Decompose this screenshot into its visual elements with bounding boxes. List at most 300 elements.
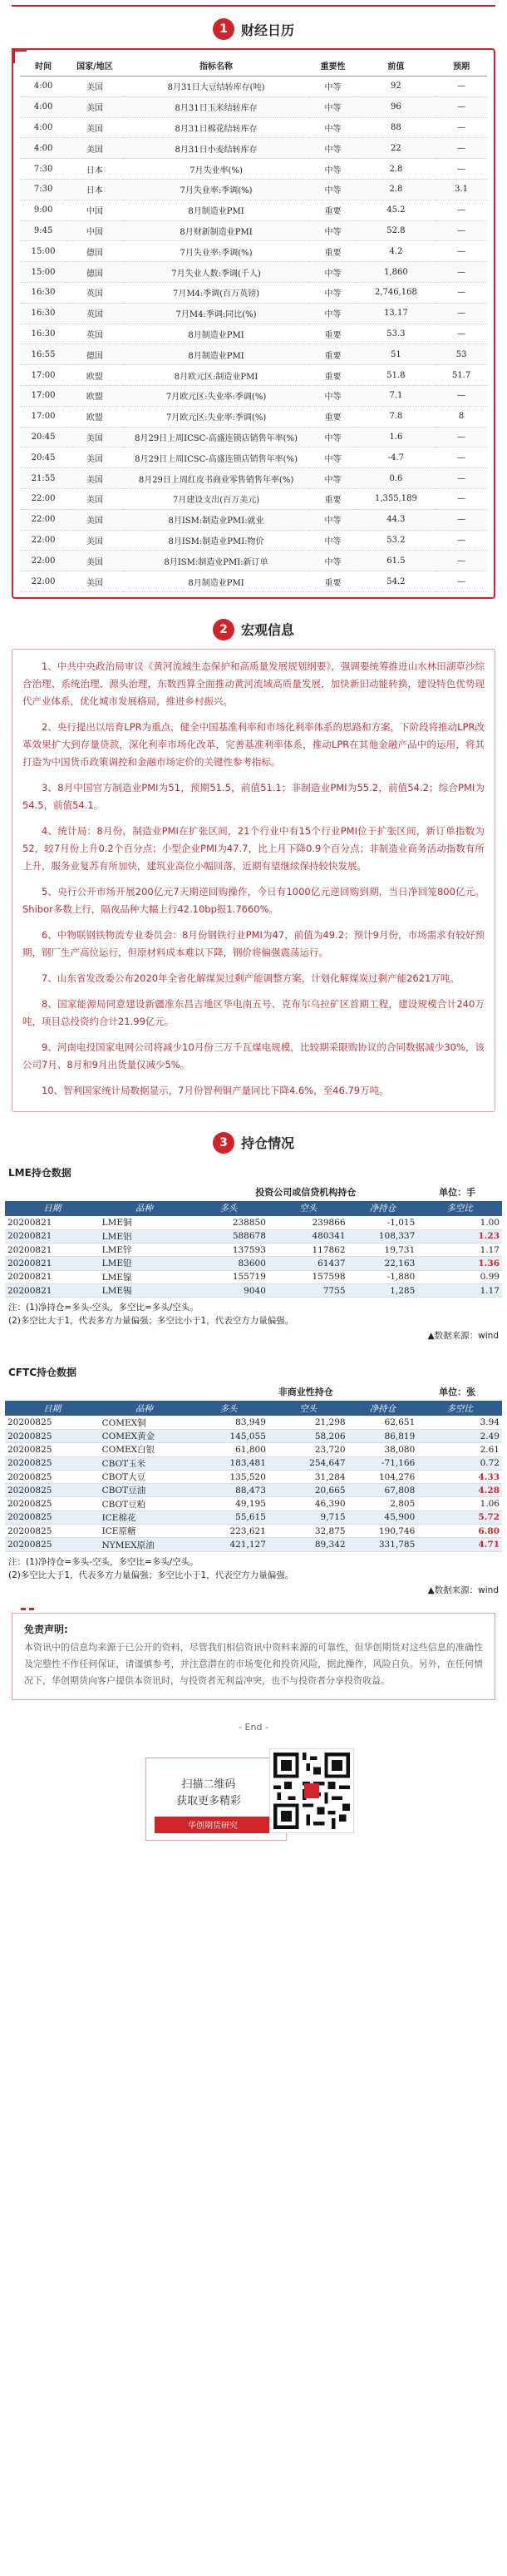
calendar-cell: 德国 (66, 344, 122, 365)
cftc-row (5, 1443, 502, 1456)
calendar-cell: 16:30 (20, 282, 66, 303)
cftc-cell: 20200825 (5, 1538, 100, 1551)
calendar-cell: 中等 (309, 509, 356, 530)
calendar-cell: 8月ISM:制造业PMI:物价 (123, 530, 310, 551)
calendar-cell: 53.3 (357, 324, 436, 344)
calendar-row (20, 96, 487, 117)
calendar-cell: — (436, 324, 487, 344)
calendar-cell: — (436, 220, 487, 241)
calendar-column-header: 前值 (357, 55, 436, 77)
cftc-cell: 4.33 (417, 1470, 502, 1483)
calendar-cell: 8月制造业PMI (123, 571, 310, 592)
calendar-cell: 3.1 (436, 179, 487, 200)
section-number-badge: 3 (213, 1132, 234, 1154)
calendar-cell: 17:00 (20, 406, 66, 427)
calendar-cell: 8月制造业PMI (123, 324, 310, 344)
calendar-column-header: 指标名称 (123, 55, 310, 77)
calendar-cell: 13.17 (357, 303, 436, 324)
calendar-column-header: 时间 (20, 55, 66, 77)
calendar-row (20, 488, 487, 509)
calendar-cell: 88 (357, 117, 436, 138)
news-item: 2、央行提出以培育LPR为重点，健全中国基准利率和市场化利率体系的思路和方案，下阶段将推动LPR改革效果扩大到存量贷款，深化利率市场化改革，完善基准利率体系，推动LPR在其他金融产品中的运用，将其打造为中国货币政策调控和金融市场定价的关键性参考指标。 (22, 720, 485, 768)
calendar-cell: 53.2 (357, 530, 436, 551)
calendar-cell: 欧盟 (66, 406, 122, 427)
cftc-cell: 31,284 (268, 1470, 348, 1483)
news-item: 8、国家能源局同意建设新疆准东昌吉地区华电南五号、克布尔乌拉矿区首期工程，建设规模合计240万吨，项目总投资约合计21.99亿元。 (22, 997, 485, 1027)
calendar-header-row (20, 55, 487, 77)
cftc-cell: 135,520 (189, 1470, 268, 1483)
cftc-row (5, 1416, 502, 1429)
cftc-cell: 32,875 (268, 1525, 348, 1538)
lme-cell: 0.99 (417, 1270, 502, 1283)
calendar-cell: 7:30 (20, 179, 66, 200)
calendar-cell: 8月31日玉米结转库存 (123, 96, 310, 117)
calendar-cell: 9:45 (20, 220, 66, 241)
cftc-cell: 20200825 (5, 1416, 100, 1429)
cftc-cell: 254,647 (268, 1456, 348, 1470)
lme-cell: -1,015 (348, 1216, 418, 1229)
calendar-cell: 8月29日上周红皮书商业零售销售年率(%) (123, 468, 310, 489)
calendar-cell: 7月失业率:季调(%) (123, 179, 310, 200)
cftc-cell: 0.72 (417, 1456, 502, 1470)
qr-promo (145, 1749, 362, 1857)
calendar-cell: — (436, 138, 487, 159)
calendar-cell: 英国 (66, 324, 122, 344)
calendar-cell: 51 (357, 344, 436, 365)
calendar-cell: 美国 (66, 77, 122, 97)
calendar-row (20, 282, 487, 303)
lme-column-header: 空头 (268, 1201, 348, 1216)
cftc-cell: 61,800 (189, 1443, 268, 1456)
calendar-column-header: 国家/地区 (66, 55, 122, 77)
calendar-cell: 21:55 (20, 468, 66, 489)
news-item: 10、智利国家统计局数据显示，7月份智利铜产量同比下降4.6%，至46.79万吨。 (42, 1084, 389, 1096)
calendar-cell: — (436, 468, 487, 489)
calendar-cell: 4:00 (20, 138, 66, 159)
cftc-cell: 20200825 (5, 1470, 100, 1483)
calendar-cell: 1,860 (357, 262, 436, 283)
calendar-cell: 中等 (309, 220, 356, 241)
calendar-cell: 2,746,168 (357, 282, 436, 303)
cftc-cell: 88,473 (189, 1484, 268, 1497)
calendar-cell: 8月31日小麦结转库存 (123, 138, 310, 159)
calendar-cell: — (436, 117, 487, 138)
disclaimer-title: 免责声明: (24, 1623, 68, 1635)
calendar-cell: 美国 (66, 551, 122, 571)
section-header-macro (0, 599, 507, 649)
calendar-cell: 欧盟 (66, 385, 122, 406)
cftc-cell: 20200825 (5, 1456, 100, 1470)
cftc-cell: 1.06 (417, 1497, 502, 1510)
calendar-cell: 44.3 (357, 509, 436, 530)
cftc-row (5, 1525, 502, 1538)
lme-cell: LME锌 (100, 1244, 190, 1257)
calendar-row (20, 117, 487, 138)
calendar-cell: 美国 (66, 509, 122, 530)
calendar-cell: 0.6 (357, 468, 436, 489)
calendar-cell: 17:00 (20, 385, 66, 406)
cftc-cell: 20200825 (5, 1443, 100, 1456)
calendar-cell: 重要 (309, 324, 356, 344)
macro-news-box (12, 649, 495, 1112)
calendar-cell: 1.6 (357, 427, 436, 447)
cftc-cell: 5.72 (417, 1510, 502, 1524)
calendar-row (20, 365, 487, 386)
lme-cell: 83600 (189, 1257, 268, 1270)
lme-note-2: (2)多空比大于1，代表多方力量偏强；多空比小于1，代表空方力量偏强。 (8, 1316, 294, 1327)
calendar-cell: — (436, 200, 487, 220)
calendar-cell: 中等 (309, 303, 356, 324)
cftc-cell: 421,127 (189, 1538, 268, 1551)
calendar-cell: — (436, 159, 487, 180)
calendar-cell: 中等 (309, 138, 356, 159)
cftc-unit: 单位：张 (439, 1387, 476, 1398)
calendar-row (20, 468, 487, 489)
cftc-cell: 49,195 (189, 1497, 268, 1510)
lme-cell: 239866 (268, 1216, 348, 1229)
cftc-cell: CBOT大豆 (100, 1470, 190, 1483)
cftc-cell: 55,615 (189, 1510, 268, 1524)
calendar-cell: 8月31日大豆结转库存(吨) (123, 77, 310, 97)
cftc-cell: 190,746 (348, 1525, 418, 1538)
calendar-cell: 重要 (309, 365, 356, 386)
lme-row (5, 1257, 502, 1270)
calendar-body (20, 77, 487, 592)
calendar-cell: 15:00 (20, 241, 66, 262)
cftc-cell: 20200825 (5, 1525, 100, 1538)
lme-cell: 7755 (268, 1283, 348, 1297)
cftc-body (5, 1416, 502, 1551)
cftc-cell: 4.28 (417, 1484, 502, 1497)
calendar-cell: — (436, 385, 487, 406)
cftc-column-header: 多空比 (417, 1401, 502, 1416)
calendar-cell: — (436, 303, 487, 324)
cftc-cell: ICE原糖 (100, 1525, 190, 1538)
calendar-row (20, 159, 487, 180)
calendar-cell: 中等 (309, 262, 356, 283)
lme-cell: LME铝 (100, 1229, 190, 1243)
lme-cell: 22,163 (348, 1257, 418, 1270)
calendar-cell: — (436, 427, 487, 447)
qr-code-graphic (273, 1753, 350, 1829)
calendar-cell: 20:45 (20, 447, 66, 468)
calendar-cell: 53 (436, 344, 487, 365)
calendar-cell: 重要 (309, 344, 356, 365)
cftc-cell: 145,055 (189, 1430, 268, 1443)
section-number-badge: 2 (213, 619, 234, 640)
calendar-cell: 16:30 (20, 324, 66, 344)
calendar-table (20, 55, 487, 592)
news-item: 4、统计局：8月份，制造业PMI在扩张区间，21个行业中有15个行业PMI位于扩张区间，新订单指数为52，较7月份上升0.2个百分点；小型企业PMI为47.7，比上月下降0.9个百分点；非制造业商务活动指数有所上升，服务业复苏有所加快，建筑业高位小幅回落，近期有望继续保持较快发展。 (22, 824, 485, 872)
lme-header-row (5, 1201, 502, 1216)
calendar-cell: 4.2 (357, 241, 436, 262)
cftc-row (5, 1484, 502, 1497)
calendar-cell: 7:30 (20, 159, 66, 180)
calendar-cell: 8月制造业PMI (123, 344, 310, 365)
lme-cell: 1,285 (348, 1283, 418, 1297)
cftc-cell: 2.61 (417, 1443, 502, 1456)
lme-column-header: 品种 (100, 1201, 190, 1216)
lme-row (5, 1216, 502, 1229)
cftc-column-header: 净持仓 (348, 1401, 418, 1416)
cftc-row (5, 1456, 502, 1470)
calendar-row (20, 571, 487, 592)
news-item: 1、中共中央政治局审议《黄河流域生态保护和高质量发展规划纲要》，强调要统筹推进山水林田湖草沙综合治理、系统治理、源头治理，东数西算全面推动黄河流域高质量发展，加快新旧动能转换，建设特色优势现代产业体系，优化城市发展格局，推进乡村振兴。 (22, 660, 485, 707)
news-item: 7、山东省发改委公布2020年全省化解煤炭过剩产能调整方案，计划化解煤炭过剩产能2621万吨。 (42, 972, 460, 984)
calendar-cell: 美国 (66, 138, 122, 159)
cftc-cell: ICE棉花 (100, 1510, 190, 1524)
calendar-cell: 中等 (309, 117, 356, 138)
section-header-calendar (0, 10, 507, 48)
lme-cell: 480341 (268, 1229, 348, 1243)
news-item: 9、河南电投国家电网公司将减少10月份三万千瓦煤电规模，比较期采限购协议的合同数据减少30%，该公司7月、8月和9月出货量仅减少5%。 (22, 1041, 485, 1070)
calendar-cell: 中等 (309, 96, 356, 117)
calendar-cell: 德国 (66, 241, 122, 262)
lme-cell: 137593 (189, 1244, 268, 1257)
disclaimer-box (12, 1613, 495, 1700)
calendar-cell: 日本 (66, 159, 122, 180)
calendar-cell: 4:00 (20, 77, 66, 97)
lme-source: ▲数据来源：wind (427, 1331, 499, 1342)
calendar-column-header: 重要性 (309, 55, 356, 77)
calendar-cell: — (436, 488, 487, 509)
lme-column-header: 净持仓 (348, 1201, 418, 1216)
section-title: 持仓情况 (240, 1135, 294, 1152)
calendar-column-header: 预期 (436, 55, 487, 77)
calendar-row (20, 385, 487, 406)
cftc-cell: 20200825 (5, 1497, 100, 1510)
calendar-cell: 54.2 (357, 571, 436, 592)
cftc-cell: CBOT豆粕 (100, 1497, 190, 1510)
cftc-source: ▲数据来源：wind (427, 1585, 499, 1595)
section-header-positions (0, 1112, 507, 1162)
cftc-group-label: 非商业性持仓 (278, 1387, 333, 1398)
calendar-row (20, 262, 487, 283)
cftc-cell: 86,819 (348, 1430, 418, 1443)
qr-code-icon[interactable] (270, 1749, 353, 1832)
calendar-cell: 61.5 (357, 551, 436, 571)
calendar-cell: 9:00 (20, 200, 66, 220)
calendar-cell: — (436, 262, 487, 283)
cftc-cell: -71,166 (348, 1456, 418, 1470)
cftc-cell: 331,785 (348, 1538, 418, 1551)
section-number-badge: 1 (213, 18, 234, 40)
calendar-cell: 22:00 (20, 509, 66, 530)
calendar-cell: 重要 (309, 241, 356, 262)
calendar-cell: 美国 (66, 488, 122, 509)
cftc-cell: 46,390 (268, 1497, 348, 1510)
cftc-group-header (5, 1382, 502, 1401)
calendar-cell: 22:00 (20, 571, 66, 592)
calendar-cell: 中等 (309, 159, 356, 180)
calendar-cell: 2.8 (357, 159, 436, 180)
calendar-row (20, 241, 487, 262)
calendar-cell: 8月ISM:制造业PMI:新订单 (123, 551, 310, 571)
calendar-cell: 日本 (66, 179, 122, 200)
lme-cell: 1.23 (417, 1229, 502, 1243)
calendar-cell: 中等 (309, 530, 356, 551)
calendar-cell: — (436, 77, 487, 97)
lme-cell: 20200821 (5, 1270, 100, 1283)
calendar-cell: 德国 (66, 262, 122, 283)
cftc-cell: 89,342 (268, 1538, 348, 1551)
calendar-cell: 7月建设支出(百万美元) (123, 488, 310, 509)
calendar-cell: — (436, 282, 487, 303)
calendar-cell: 8 (436, 406, 487, 427)
lme-title: LME持仓数据 (8, 1166, 71, 1179)
cftc-cell: 223,621 (189, 1525, 268, 1538)
calendar-cell: 中等 (309, 282, 356, 303)
calendar-cell: 美国 (66, 530, 122, 551)
cftc-row (5, 1470, 502, 1483)
calendar-cell: — (436, 509, 487, 530)
lme-cell: 588678 (189, 1229, 268, 1243)
calendar-cell: 8月制造业PMI (123, 200, 310, 220)
calendar-cell: 7月欧元区:失业率:季调(%) (123, 406, 310, 427)
calendar-row (20, 200, 487, 220)
calendar-cell: 美国 (66, 468, 122, 489)
cftc-cell: 38,080 (348, 1443, 418, 1456)
cftc-column-header: 品种 (100, 1401, 190, 1416)
lme-cell: 155719 (189, 1270, 268, 1283)
cftc-column-header: 日期 (5, 1401, 100, 1416)
calendar-cell: 22:00 (20, 530, 66, 551)
cftc-cell: COMEX白银 (100, 1443, 190, 1456)
cftc-cell: 183,481 (189, 1456, 268, 1470)
calendar-row (20, 344, 487, 365)
cftc-cell: 3.94 (417, 1416, 502, 1429)
calendar-cell: 8月ISM:制造业PMI:就业 (123, 509, 310, 530)
calendar-cell: 8月欧元区:制造业PMI (123, 365, 310, 386)
cftc-note-2: (2)多空比大于1，代表多方力量偏强；多空比小于1，代表空方力量偏强。 (8, 1570, 294, 1580)
calendar-row (20, 138, 487, 159)
cftc-cell: 2.49 (417, 1430, 502, 1443)
calendar-cell: 中等 (309, 385, 356, 406)
calendar-cell: 22:00 (20, 488, 66, 509)
cftc-cell: 4.71 (417, 1538, 502, 1551)
lme-cell: 20200821 (5, 1229, 100, 1243)
end-marker: - End - (239, 1721, 268, 1733)
cftc-cell: 2,805 (348, 1497, 418, 1510)
qr-brand-button[interactable]: 华创期货研究 (155, 1817, 271, 1833)
calendar-cell: 7月失业率:季调(%) (123, 241, 310, 262)
calendar-cell: 22 (357, 138, 436, 159)
calendar-cell: 美国 (66, 571, 122, 592)
cftc-cell: 20,665 (268, 1484, 348, 1497)
calendar-cell: — (436, 530, 487, 551)
cftc-cell: 67,808 (348, 1484, 418, 1497)
lme-cell: 61437 (268, 1257, 348, 1270)
cftc-cell: 104,276 (348, 1470, 418, 1483)
calendar-row (20, 220, 487, 241)
lme-column-header: 多头 (189, 1201, 268, 1216)
cftc-header-row (5, 1401, 502, 1416)
calendar-cell: 4:00 (20, 117, 66, 138)
cftc-cell: 20200825 (5, 1484, 100, 1497)
calendar-cell: 16:30 (20, 303, 66, 324)
calendar-cell: 重要 (309, 406, 356, 427)
lme-unit: 单位：手 (439, 1186, 476, 1198)
calendar-cell: 96 (357, 96, 436, 117)
lme-cell: 1.36 (417, 1257, 502, 1270)
calendar-cell: — (436, 551, 487, 571)
cftc-row (5, 1497, 502, 1510)
calendar-cell: 8月29日上周ICSC-高盛连锁店销售年率(%) (123, 427, 310, 447)
lme-cell: LME铜 (100, 1216, 190, 1229)
cftc-cell: 83,949 (189, 1416, 268, 1429)
lme-row (5, 1229, 502, 1243)
calendar-card (12, 48, 495, 599)
cftc-column-header: 多头 (189, 1401, 268, 1416)
cftc-cell: 23,720 (268, 1443, 348, 1456)
calendar-cell: 美国 (66, 427, 122, 447)
calendar-row (20, 509, 487, 530)
cftc-cell: CBOT豆油 (100, 1484, 190, 1497)
calendar-cell: 22:00 (20, 551, 66, 571)
calendar-cell: — (436, 96, 487, 117)
calendar-cell: 8月29日上周ICSC-高盛连锁店销售年率(%) (123, 447, 310, 468)
calendar-cell: 7.8 (357, 406, 436, 427)
calendar-cell: 重要 (309, 200, 356, 220)
calendar-row (20, 77, 487, 97)
calendar-row (20, 530, 487, 551)
calendar-cell: 51.8 (357, 365, 436, 386)
lme-cell: 108,337 (348, 1229, 418, 1243)
calendar-cell: 92 (357, 77, 436, 97)
disclaimer-text: 本资讯中的信息均来源于已公开的资料，尽管我们相信资讯中资料来源的可靠性，但华创期货对这些信息的准确性及完整性不作任何保证，请谨慎参考，并注意潜在的市场变化和投资风险，据此操作，风险自负。另外，在任何情况下，华创期货向客户提供本资讯时，与投资者无利益冲突，也不与投资者分享投资收益。 (24, 1641, 483, 1686)
calendar-cell: — (436, 241, 487, 262)
calendar-cell: 16:55 (20, 344, 66, 365)
lme-cell: 1.00 (417, 1216, 502, 1229)
cftc-cell: CBOT玉米 (100, 1456, 190, 1470)
calendar-cell: 7月欧元区:失业率:季调(%) (123, 385, 310, 406)
calendar-cell: 51.7 (436, 365, 487, 386)
calendar-cell: 2.8 (357, 179, 436, 200)
lme-body (5, 1216, 502, 1298)
lme-cell: 1.17 (417, 1283, 502, 1297)
calendar-cell: 17:00 (20, 365, 66, 386)
calendar-cell: 中国 (66, 200, 122, 220)
calendar-cell: 中国 (66, 220, 122, 241)
cftc-cell: 9,715 (268, 1510, 348, 1524)
cftc-column-header: 空头 (268, 1401, 348, 1416)
calendar-cell: 8月31日棉花结转库存 (123, 117, 310, 138)
calendar-cell: 7.1 (357, 385, 436, 406)
lme-cell: LME镍 (100, 1270, 190, 1283)
section-title: 财经日历 (240, 22, 294, 38)
calendar-cell: 1,355,189 (357, 488, 436, 509)
lme-note-1: 注：(1)净持仓=多头-空头，多空比=多头/空头。 (8, 1303, 199, 1313)
cftc-row (5, 1538, 502, 1551)
lme-row (5, 1244, 502, 1257)
calendar-cell: 20:45 (20, 427, 66, 447)
calendar-cell: 45.2 (357, 200, 436, 220)
lme-cell: 20200821 (5, 1283, 100, 1297)
lme-row (5, 1283, 502, 1297)
lme-cell: 238850 (189, 1216, 268, 1229)
calendar-cell: 7月M4:季调:同比(%) (123, 303, 310, 324)
calendar-row (20, 427, 487, 447)
calendar-cell: 英国 (66, 303, 122, 324)
cftc-row (5, 1510, 502, 1524)
lme-cell: -1,880 (348, 1270, 418, 1283)
calendar-cell: 英国 (66, 282, 122, 303)
calendar-cell: -4.7 (357, 447, 436, 468)
calendar-cell: 中等 (309, 427, 356, 447)
lme-cell: 19,731 (348, 1244, 418, 1257)
calendar-cell: 4:00 (20, 96, 66, 117)
calendar-cell: 中等 (309, 179, 356, 200)
